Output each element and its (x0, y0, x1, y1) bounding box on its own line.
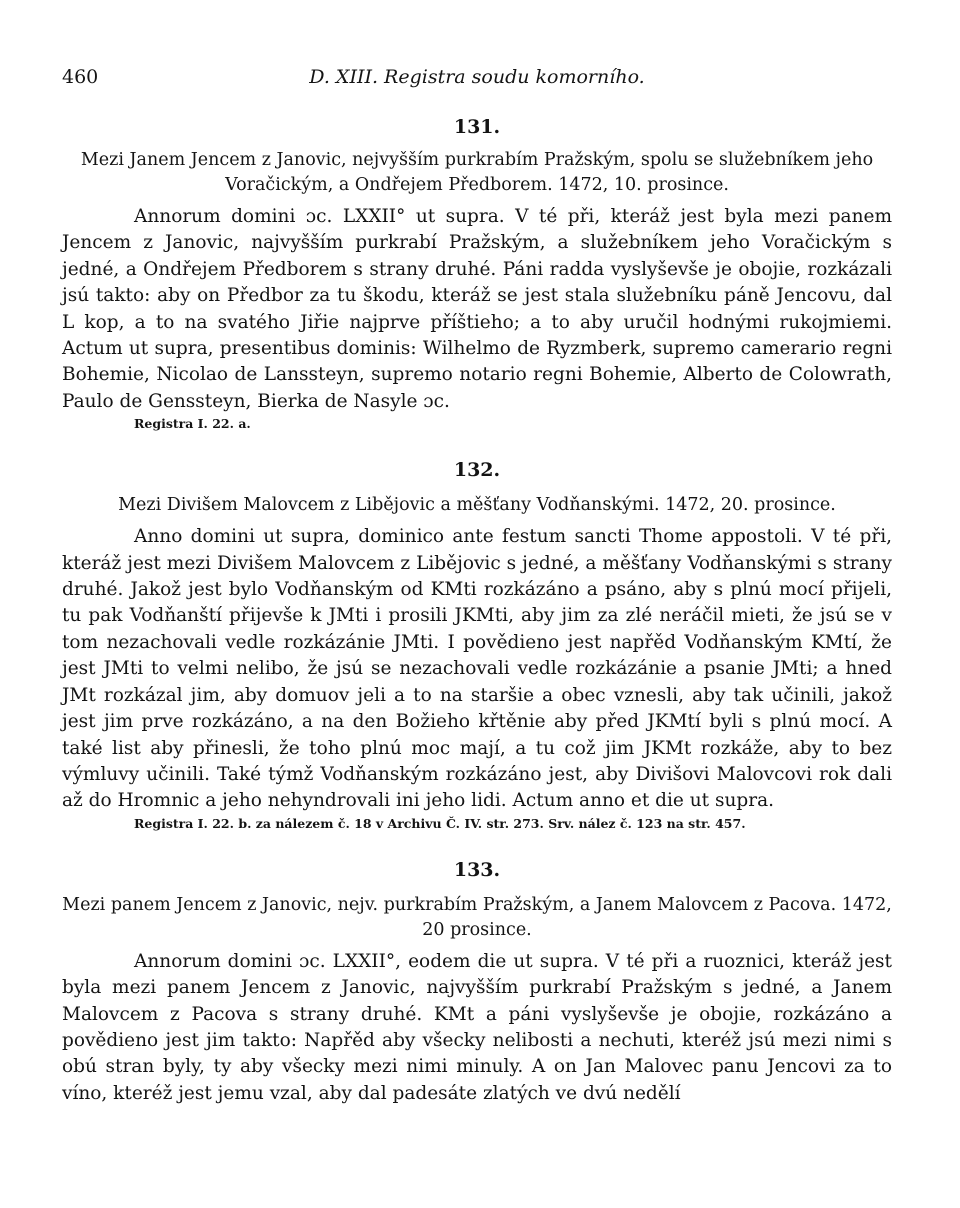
entry-133 (62, 859, 892, 1107)
entry-title: Mezi Divišem Malovcem z Libějovic a měšťany Vodňanskými. 1472, 20. prosince. (118, 495, 836, 516)
entry-132 (62, 459, 892, 832)
entry-text: Annorum domini ɔc. LXXII°, eodem die ut supra. V té při a ruoznici, kteráž jest byla mezi panem Jencem z Janovic, najvyšším purkrabí Pražským s jedné, a Janem Malovcem z Pacova s strany druhé. KMt a páni vyslyševše je obojie, rozkázáno a povědieno jest jim takto: Napřěd aby všecky nelibosti a nechuti, kteréž jsú mezi nimi s obú stran byly, ty aby všecky mezi nimi minuly. A on Jan Malovec panu Jencovi za to víno, kteréž jest jemu vzal, aby dal padesáte zlatých ve dvú nedělí (62, 950, 892, 1104)
entry-title: Mezi Janem Jencem z Janovic, nejvyšším purkrabím Pražským, spolu se služebníkem jeho Voračickým, a Ondřejem Předborem. 1472, 10. prosince. (80, 150, 874, 195)
entry-number: 132. (453, 459, 501, 482)
entry-131 (62, 116, 892, 433)
entry-number: 133. (453, 858, 501, 881)
entry-text: Annorum domini ɔc. LXXII° ut supra. V té při, kteráž jest byla mezi panem Jencem z Janovic, najvyšším purkrabí Pražským, a služebníkem jeho Voračickým s jedné, a Ondřejem Předborem s strany druhé. Páni radda vyslyševše je obojie, rozkázali jsú takto: aby on Předbor za tu škodu, kteráž se jest stala služebníku páně Jencovu, dal L kop, a to na svatého Jiřie najprve příštieho; a to aby uručil hodnými rukojmiemi. Actum ut supra, presentibus dominis: Wilhelmo de Ryzmberk, supremo camerario regni Bohemie, Nicolao de Lanssteyn, supremo notario regni Bohemie, Alberto de Colowrath, Paulo de Genssteyn, Bierka de Nasyle ɔc. (62, 206, 892, 412)
entry-source: Registra I. 22. a. (134, 416, 251, 432)
running-title: D. XIII. Registra soudu komorního. (309, 66, 645, 88)
entry-source: Registra I. 22. b. za nálezem č. 18 v Archivu Č. IV. str. 273. Srv. nález č. 123 na str. 457. (134, 815, 746, 831)
entry-title: Mezi panem Jencem z Janovic, nejv. purkrabím Pražským, a Janem Malovcem z Pacova. 1472, 20 prosince. (62, 894, 892, 940)
book-page (62, 66, 892, 1107)
page-header (62, 66, 892, 96)
page-number: 460 (62, 66, 99, 88)
entry-text: Anno domini ut supra, dominico ante festum sancti Thome appostoli. V té při, kteráž jest mezi Divišem Malovcem z Libějovic s jedné, a měšťany Vodňanskými s strany druhé. Jakož jest bylo Vodňanským od KMti rozkázáno a psáno, aby s plnú mocí přijeli, tu pak Vodňanští přijevše k JMti i prosili JKMti, aby jim za zlé neráčil mieti, že jsú se v tom nezachovali vedle rozkázánie JMti. I povědieno jest napřěd Vodňanským KMtí, že jest JMti to velmi nelibo, že jsú se nezachovali vedle rozkázánie a psanie JMti; a hned JMt rozkázal jim, aby domuov jeli a to na staršie a obec vznesli, aby tak učinili, jakož jest jim prve rozkázáno, a na den Božieho křtěnie aby před JKMtí byli s plnú mocí. A také list aby přinesli, že toho plnú moc mají, a tu což jim JKMt rozkáže, aby to bez výmluvy učinili. Také týmž Vodňanským rozkázáno jest, aby Divišovi Malovcovi rok dali až do Hromnic a jeho nehyndrovali ini jeho lidi. Actum anno et die ut supra. (62, 526, 892, 812)
entry-number: 131. (453, 116, 501, 138)
